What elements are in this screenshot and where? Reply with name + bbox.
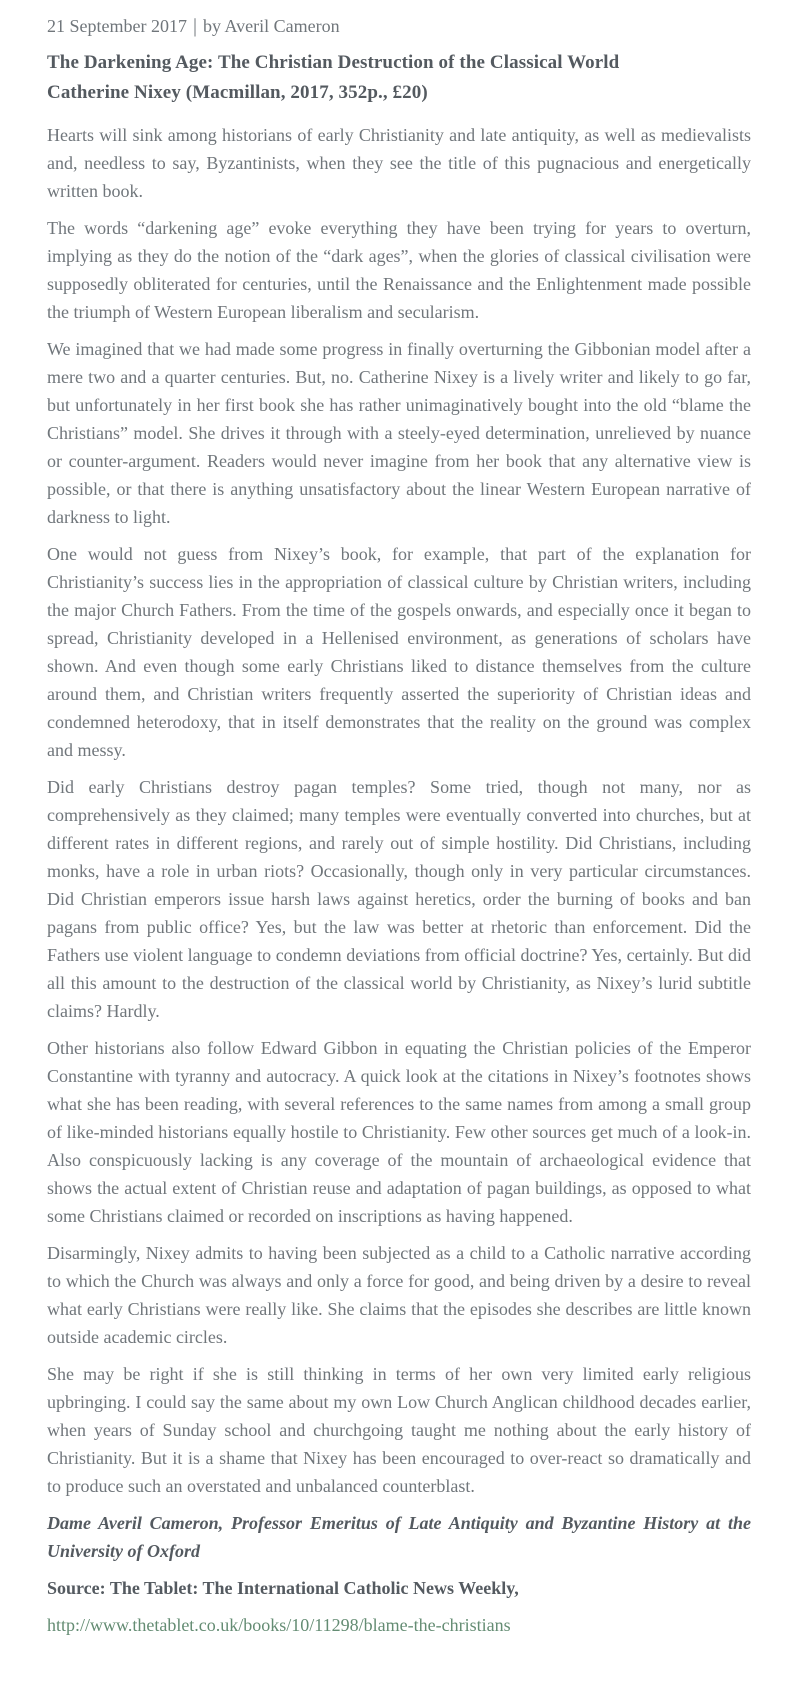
paragraph-3: We imagined that we had made some progress in finally overturning the Gibbonian model after a mere two and a quarter centuries. But, no. Catherine Nixey is a lively writer and likely to go far, but unfortunately in her first book she has rather unimaginatively bought into the old “blame the Christians” model. She drives it through with a steely-eyed determination, unrelieved by nuance or counter-argument. Readers would never imagine from her book that any alternative view is possible, or that there is anything unsatisfactory about the linear Western European narrative of darkness to light.: [47, 339, 751, 527]
book-title-line1: The Darkening Age: The Christian Destruction of the Classical World: [47, 52, 620, 73]
source-line: Source: The Tablet: The International Catholic News Weekly,: [47, 1578, 519, 1598]
paragraph-4: One would not guess from Nixey’s book, for example, that part of the explanation for Christianity’s success lies in the appropriation of classical culture by Christian writers, including the major Church Fathers. From the time of the gospels onwards, and especially once it began to spread, Christianity developed in a Hellenised environment, as generations of scholars have shown. And even though some early Christians liked to distance themselves from the culture around them, and Christian writers frequently asserted the superiority of Christian ideas and condemned heterodoxy, that in itself demonstrates that the reality on the ground was complex and messy.: [47, 544, 751, 760]
paragraph-1: Hearts will sink among historians of early Christianity and late antiquity, as well as medievalists and, needless to say, Byzantinists, when they see the title of this pugnacious and energetically written book.: [47, 125, 751, 201]
link-line: [47, 1611, 751, 1639]
paragraph-7: Disarmingly, Nixey admits to having been subjected as a child to a Catholic narrative according to which the Church was always and only a force for good, and being driven by a desire to reveal what early Christians were really like. She claims that the episodes she describes are little known outside academic circles.: [47, 1243, 751, 1347]
paragraph-2: The words “darkening age” evoke everything they have been trying for years to overturn, implying as they do the notion of the “dark ages”, when the glories of classical civilisation were supposedly obliterated for centuries, until the Renaissance and the Enlightenment made possible the triumph of Western European liberalism and secularism.: [47, 218, 751, 322]
paragraph-6: Other historians also follow Edward Gibbon in equating the Christian policies of the Emperor Constantine with tyranny and autocracy. A quick look at the citations in Nixey’s footnotes shows what she has been reading, with several references to the same names from among a small group of like-minded historians equally hostile to Christianity. Few other sources get much of a look-in. Also conspicuously lacking is any coverage of the mountain of archaeological evidence that shows the actual extent of Christian reuse and adaptation of pagan buildings, as opposed to what some Christians claimed or recorded on inscriptions as having happened.: [47, 1038, 751, 1226]
book-title-line2: Catherine Nixey (Macmillan, 2017, 352p., £20): [47, 82, 428, 103]
book-title: [47, 48, 751, 108]
paragraph-5: Did early Christians destroy pagan temples? Some tried, though not many, nor as comprehensively as they claimed; many temples were eventually converted into churches, but at different rates in different regions, and rarely out of simple hostility. Did Christians, including monks, have a role in urban riots? Occasionally, though only in very particular circumstances. Did Christian emperors issue harsh laws against heretics, order the burning of books and ban pagans from public office? Yes, but the law was better at rhetoric than enforcement. Did the Fathers use violent language to condemn deviations from official doctrine? Yes, certainly. But did all this amount to the destruction of the classical world by Christianity, as Nixey’s lurid subtitle claims? Hardly.: [47, 777, 751, 1021]
article-byline: by Averil Cameron: [203, 16, 340, 36]
meta-separator: |: [192, 15, 197, 37]
author-credit: Dame Averil Cameron, Professor Emeritus of Late Antiquity and Byzantine History at the University of Oxford: [47, 1513, 751, 1561]
article-url-link[interactable]: http://www.thetablet.co.uk/books/10/11298/blame-the-christians: [47, 1615, 511, 1635]
article-date: 21 September 2017: [47, 16, 187, 36]
paragraph-8: She may be right if she is still thinking in terms of her own very limited early religious upbringing. I could say the same about my own Low Church Anglican childhood decades earlier, when years of Sunday school and churchgoing taught me nothing about the early history of Christianity. But it is a shame that Nixey has been encouraged to over-react so dramatically and to produce such an overstated and unbalanced counterblast.: [47, 1364, 751, 1496]
article-meta: [47, 12, 751, 40]
